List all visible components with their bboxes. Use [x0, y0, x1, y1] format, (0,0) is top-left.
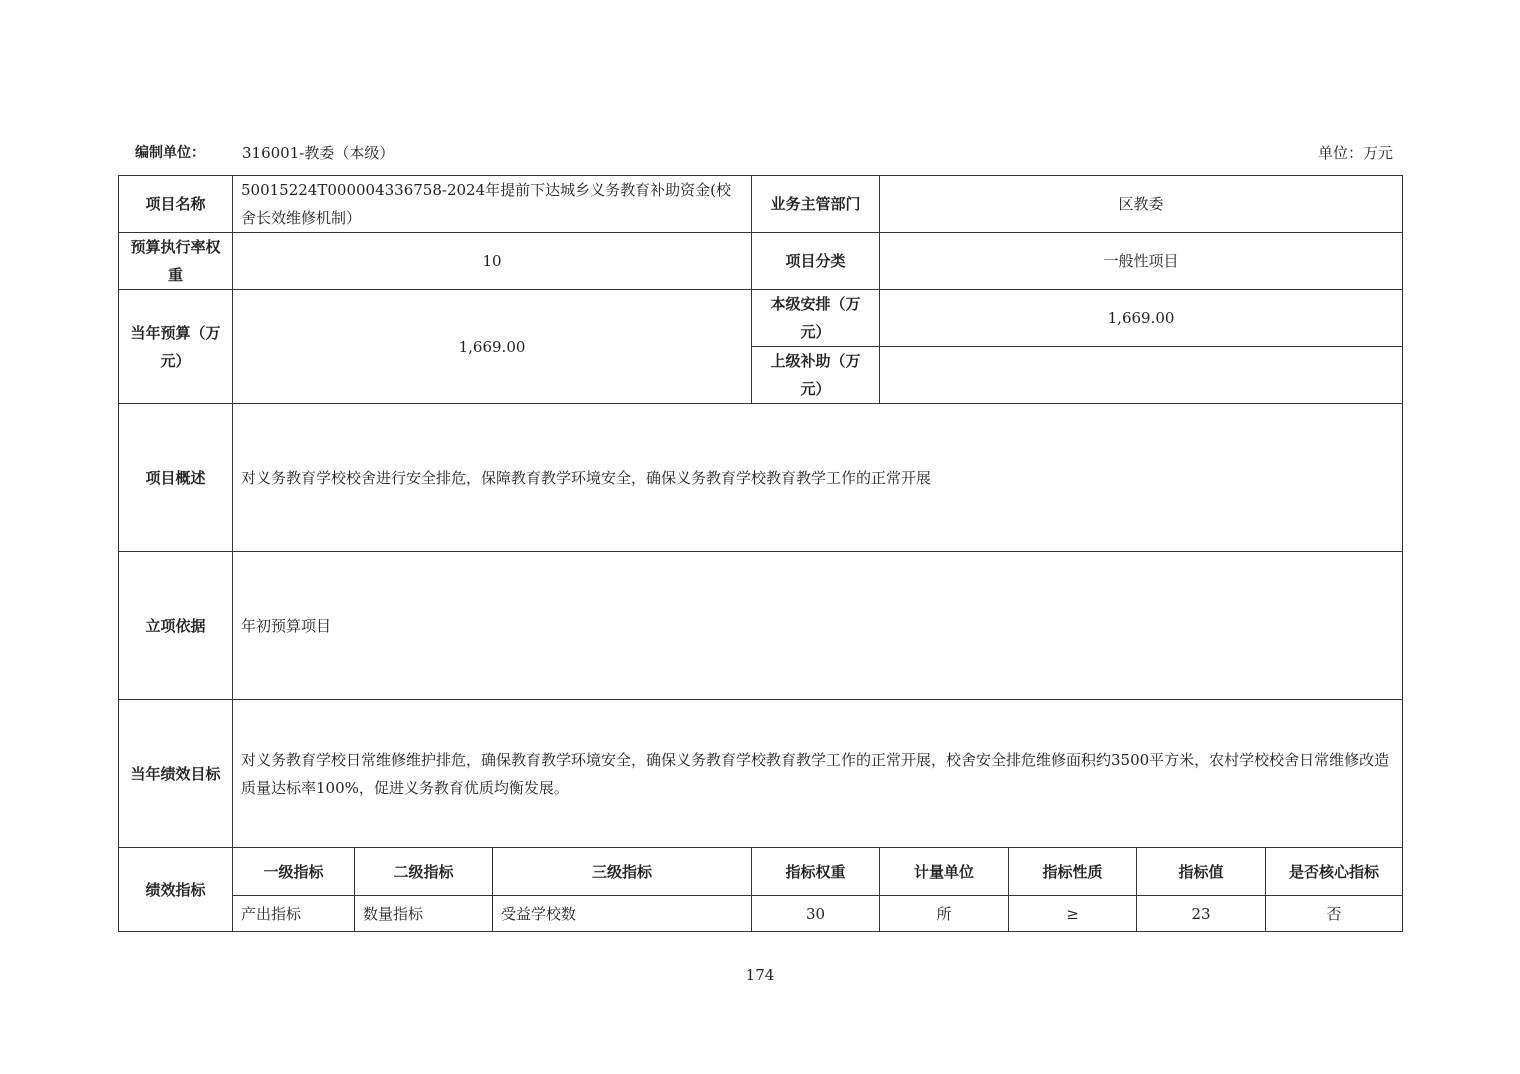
- col-header-core: 是否核心指标: [1266, 848, 1403, 896]
- col-header-level3: 三级指标: [493, 848, 752, 896]
- compiling-unit-value: 316001-教委（本级）: [242, 144, 395, 162]
- col-header-value: 指标值: [1137, 848, 1266, 896]
- overview-label: 项目概述: [119, 404, 233, 552]
- indicator-unit-cell: 所: [880, 896, 1009, 932]
- local-arrangement-value: 1,669.00: [880, 290, 1403, 347]
- budget-row: [119, 290, 1403, 347]
- superior-subsidy-label: 上级补助（万元）: [752, 347, 880, 404]
- exec-rate-label: 预算执行率权重: [119, 233, 233, 290]
- local-arrangement-label: 本级安排（万元）: [752, 290, 880, 347]
- overview-value: 对义务教育学校校舍进行安全排危，保障教育教学环境安全，确保义务教育学校教育教学工作的正常开展: [233, 404, 1403, 552]
- col-header-level1: 一级指标: [233, 848, 355, 896]
- col-header-level2: 二级指标: [355, 848, 493, 896]
- project-name-label: 项目名称: [119, 176, 233, 233]
- indicator-header-row: [119, 848, 1403, 896]
- category-label: 项目分类: [752, 233, 880, 290]
- indicator-nature-cell: ≥: [1009, 896, 1137, 932]
- goal-row: [119, 700, 1403, 848]
- compiling-unit-label: 编制单位：: [135, 145, 205, 161]
- currency-unit-label: 单位：万元: [1317, 144, 1393, 162]
- col-header-nature: 指标性质: [1009, 848, 1137, 896]
- project-name-value: 50015224T000004336758-2024年提前下达城乡义务教育补助资金(校舍长效维修机制）: [233, 176, 752, 233]
- category-value: 一般性项目: [880, 233, 1403, 290]
- indicator-level2-cell: 数量指标: [355, 896, 493, 932]
- col-header-unit: 计量单位: [880, 848, 1009, 896]
- page-number: 174: [745, 966, 775, 984]
- table-row: [119, 896, 1403, 932]
- indicator-core-cell: 否: [1266, 896, 1403, 932]
- budget-value: 1,669.00: [233, 290, 752, 404]
- exec-rate-row: [119, 233, 1403, 290]
- basis-row: [119, 552, 1403, 700]
- dept-value: 区教委: [880, 176, 1403, 233]
- budget-label: 当年预算（万元）: [119, 290, 233, 404]
- basis-value: 年初预算项目: [233, 552, 1403, 700]
- col-header-weight: 指标权重: [752, 848, 880, 896]
- dept-label: 业务主管部门: [752, 176, 880, 233]
- project-name-row: [119, 176, 1403, 233]
- indicator-level1-cell: 产出指标: [233, 896, 355, 932]
- goal-label: 当年绩效目标: [119, 700, 233, 848]
- exec-rate-value: 10: [233, 233, 752, 290]
- superior-subsidy-value: [880, 347, 1403, 404]
- goal-value: 对义务教育学校日常维修维护排危，确保教育教学环境安全，确保义务教育学校教育教学工作的正常开展，校舍安全排危维修面积约3500平方米，农村学校校舍日常维修改造质量达标率100%，促进义务教育优质均衡发展。: [233, 700, 1403, 848]
- indicator-value-cell: 23: [1137, 896, 1266, 932]
- report-header: [135, 140, 1393, 164]
- indicator-weight-cell: 30: [752, 896, 880, 932]
- overview-row: [119, 404, 1403, 552]
- project-performance-table: [118, 175, 1403, 932]
- indicator-level3-cell: 受益学校数: [493, 896, 752, 932]
- indicator-label: 绩效指标: [119, 848, 233, 932]
- basis-label: 立项依据: [119, 552, 233, 700]
